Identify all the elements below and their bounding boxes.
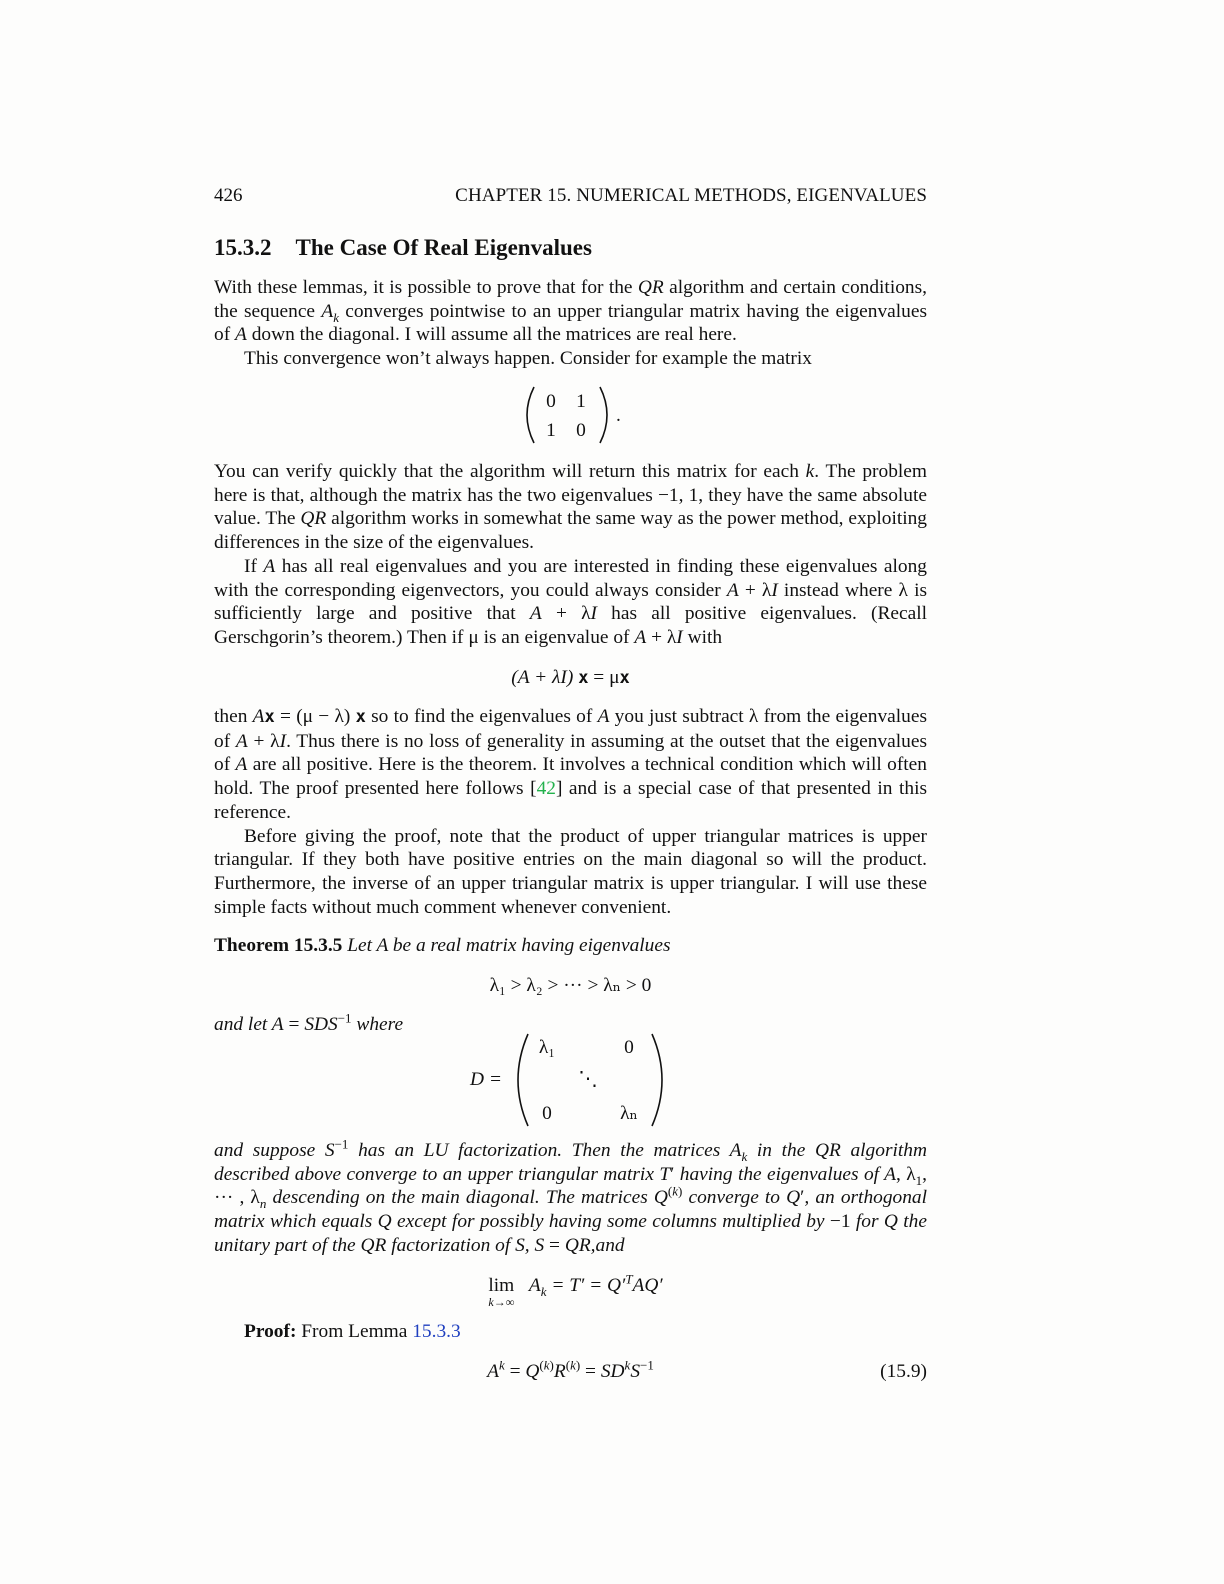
theorem-label: Theorem 15.3.5: [214, 935, 343, 956]
vector-x: x: [578, 668, 589, 688]
matrix-cell: λₙ: [620, 1103, 638, 1124]
matrix-cell: 0: [542, 1103, 552, 1124]
proof-label: Proof:: [244, 1321, 297, 1342]
vector-x: x: [619, 668, 630, 688]
matrix-cell: 0: [624, 1037, 634, 1058]
section-title: The Case Of Real Eigenvalues: [295, 235, 592, 260]
page-number: 426: [214, 185, 243, 206]
paragraph-then: then Ax = (μ − λ) x so to find the eigenvalues of A you just subtract λ from the eigenvalues of A + λI. Thus there is no loss of generality in assuming at the outset that the eigenvalues of A are all positive. Here is the theorem. It involves a technical condition which will often hold. The proof presented here follows [42] and is a special case of that presented in this reference. Before giving the proof, note that the product of upper triangular matrices is upper triangular. If they both have positive entries on the main diagonal so will the product. Furthermore, the inverse of an upper triangular matrix is upper triangular. I will use these simple facts without much comment whenever convenient.: [214, 706, 928, 918]
theorem-intro: Let A be a real matrix having eigenvalues: [347, 935, 671, 956]
proof-text: From Lemma: [296, 1321, 413, 1342]
citation-link[interactable]: 42: [536, 778, 556, 800]
eigenvalue-order: λ₁ > λ₂ > ··· > λₙ > 0: [489, 975, 652, 996]
lemma-reference-link[interactable]: 15.3.3: [412, 1321, 461, 1342]
limit-rhs-sup: T: [625, 1271, 633, 1287]
equation-body: $A^k = Q^{(k)}R^{(k)} = SD^kS^{-1}$: [487, 1357, 654, 1382]
matrix-dots: ⋱: [578, 1069, 598, 1090]
example-matrix: [520, 384, 630, 446]
running-header: [214, 184, 927, 208]
proof-intro: [214, 1320, 927, 1344]
limit-rhs-tail: AQ′: [632, 1275, 663, 1296]
section-heading: [214, 236, 592, 260]
equation-number: (15.9): [880, 1361, 927, 1382]
equation-eigenvalue-order: [214, 974, 927, 998]
paragraph-verify: You can verify quickly that the algorithm will return this matrix for each k. The problem here is that, although the matrix has the two eigenvalues −1, 1, they have the same absolute value. The QR algorithm works in somewhat the same way as the power method, exploiting differences in the size of the eigenvalues. If A has all real eigenvalues and you are interested in finding these eigenvalues along with the corresponding eigenvectors, you could always consider A + λI instead where λ is sufficiently large and positive that A + λI has all positive eigenvalues. (Recall Gerschgorin’s theorem.) Then if μ is an eigenvalue of A + λI with: [214, 461, 928, 648]
equation-mid: = μ: [588, 667, 620, 688]
paragraph-intro: With these lemmas, it is possible to prove that for the QR algorithm and certain conditions, the sequence $A_k$ converges pointwise to an upper triangular matrix having the eigenvalues of A down the diagonal. I will assume all the matrices are real here. This convergence won’t always happen. Consider for example the matrix: [214, 277, 927, 370]
matrix-cell: 1: [546, 420, 556, 441]
matrix-cell: 0: [576, 420, 586, 441]
matrix-cell: 0: [546, 391, 556, 412]
limit-variable: A: [524, 1275, 541, 1296]
section-number: 15.3.2: [214, 235, 272, 260]
equation-15-9: [214, 1357, 927, 1384]
limit-rhs: = T′ = Q′: [546, 1275, 626, 1296]
limit-variable-sub: k: [540, 1283, 547, 1299]
matrix-cell: 1: [576, 391, 586, 412]
theorem-statement: [214, 934, 927, 958]
theorem-text-suppose: and suppose $S^{-1}$ has an LU factorization. Then the matrices $A_k$ in the QR algorithm described above converge to an upper triangular matrix T′ having the eigenvalues of A, $\lambda_1$, ··· , $\lambda_n$ descending on the main diagonal. The matrices $Q^{(k)}$ converge to Q′, an orthogonal matrix which equals Q except for possibly having some columns multiplied by −1 for Q the unitary part of the QR factorization of S, S = QR,and: [214, 1136, 928, 1256]
equation-limit: [214, 1271, 927, 1309]
limit-operator: [478, 1274, 524, 1309]
limit-op-text: lim: [488, 1275, 515, 1296]
matrix-cell: λ₁: [538, 1037, 556, 1058]
theorem-text-let: and let $A = SDS^{-1}$ where: [214, 1010, 404, 1035]
equation-lhs: (A + λI): [511, 667, 579, 688]
running-title: CHAPTER 15. NUMERICAL METHODS, EIGENVALUES: [455, 185, 927, 206]
equation-shift: [214, 666, 927, 691]
diagonal-matrix-D: [470, 1030, 670, 1130]
matrix-trailing-period: .: [616, 405, 621, 426]
limit-subscript: k→∞: [488, 1295, 515, 1309]
matrix-D-lhs: D =: [470, 1069, 502, 1090]
